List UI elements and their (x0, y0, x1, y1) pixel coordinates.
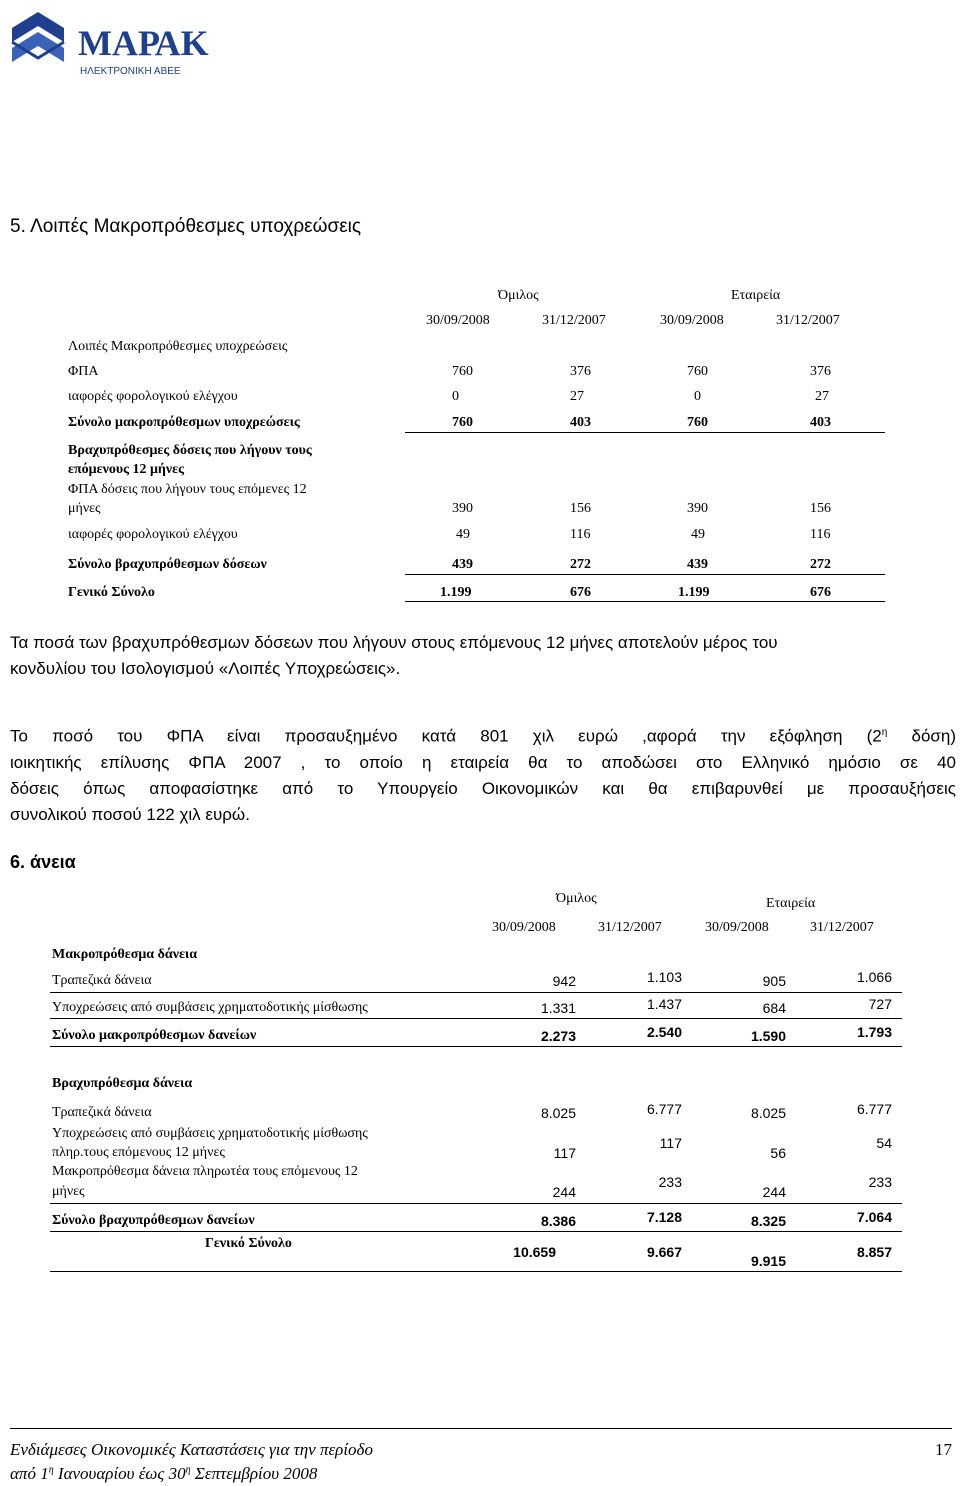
date-header: 30/09/2008 (705, 920, 769, 935)
cell: 233 (658, 1174, 682, 1190)
row-label: Σύνολο μακροπρόθεσμων υποχρεώσεις (68, 415, 300, 430)
cell: 6.777 (856, 1101, 892, 1117)
paragraph-line: κονδυλίου του Ισολογισμού «Λοιπές Υποχρεώσεις». (10, 659, 401, 678)
row-divider (50, 1203, 902, 1204)
row-label: ΦΠΑ δόσεις που λήγουν τους επόμενες 12 (68, 482, 307, 497)
cell: 760 (687, 364, 708, 379)
cell: 403 (570, 415, 591, 430)
row-label: Τραπεζικά δάνεια (52, 1105, 152, 1120)
cell: 10.659 (513, 1244, 556, 1260)
cell: 403 (810, 415, 831, 430)
cell: 1.199 (440, 585, 472, 600)
total-underline (405, 601, 885, 602)
section-title: 6. άνεια (10, 852, 76, 872)
cell: 49 (456, 527, 470, 542)
cell: 54 (876, 1135, 892, 1151)
row-label: επόμενους 12 μήνες (68, 462, 185, 477)
row-divider (50, 1018, 902, 1019)
cell: 8.857 (856, 1244, 892, 1260)
logo-mark-icon (6, 8, 70, 74)
row-label: μήνες (68, 501, 101, 516)
total-underline (50, 1231, 902, 1232)
cell: 0 (694, 389, 701, 404)
cell: 727 (868, 996, 892, 1012)
cell: 8.386 (540, 1213, 576, 1229)
company-header: Εταιρεία (766, 896, 816, 911)
cell: 272 (570, 557, 591, 572)
row-label: Υποχρεώσεις από συμβάσεις χρηματοδοτικής μίσθωσης (52, 1126, 368, 1141)
total-underline (405, 432, 885, 433)
cell: 760 (687, 415, 708, 430)
row-label: Υποχρεώσεις από συμβάσεις χρηματοδοτικής μίσθωσης (52, 1000, 368, 1015)
cell: 760 (452, 415, 473, 430)
date-header: 30/09/2008 (660, 313, 724, 328)
row-label: ιαφορές φορολογικού ελέγχου (68, 389, 238, 404)
cell: 116 (570, 527, 591, 542)
date-header: 31/12/2007 (598, 920, 662, 935)
logo-name: ΜΑΡΑΚ (78, 23, 209, 63)
cell: 7.064 (856, 1209, 892, 1225)
cell: 116 (810, 527, 831, 542)
cell: 8.325 (750, 1213, 786, 1229)
cell: 376 (810, 364, 831, 379)
subsection-title: Βραχυπρόθεσμα δάνεια (52, 1076, 193, 1091)
cell: 6.777 (646, 1101, 682, 1117)
cell: 1.066 (856, 969, 892, 985)
cell: 1.793 (856, 1024, 892, 1040)
cell: 7.128 (646, 1209, 682, 1225)
cell: 49 (691, 527, 705, 542)
row-label: Σύνολο βραχυπρόθεσμων δανείων (52, 1213, 255, 1228)
row-label: ιαφορές φορολογικού ελέγχου (68, 527, 238, 542)
paragraph-line: ιοικητικής επίλυσης ΦΠΑ 2007 , το οποίο η εταιρεία θα το αποδώσει στο Ελληνικό ημόσιο σε 40 (10, 752, 956, 772)
logo-subtitle: ΗΛΕΚΤΡΟΝΙΚΗ ΑΒΕΕ (80, 66, 181, 77)
cell: 1.590 (750, 1028, 786, 1044)
cell: 8.025 (540, 1105, 576, 1121)
row-header: Λοιπές Μακροπρόθεσμες υποχρεώσεις (68, 339, 288, 354)
cell: 244 (762, 1184, 786, 1200)
cell: 439 (687, 557, 708, 572)
cell: 1.331 (540, 1000, 576, 1016)
group-header: Όμιλος (498, 288, 539, 303)
cell: 27 (570, 389, 584, 404)
cell: 1.199 (678, 585, 710, 600)
row-label: μήνες (52, 1184, 85, 1199)
section-title: 5. Λοιπές Μακροπρόθεσμες υποχρεώσεις (10, 216, 362, 237)
row-label: Μακροπρόθεσμα δάνεια πληρωτέα τους επόμενους 12 (52, 1164, 358, 1179)
cell: 2.273 (540, 1028, 576, 1044)
cell: 56 (770, 1145, 786, 1161)
row-divider (50, 992, 902, 993)
cell: 156 (570, 501, 591, 516)
date-header: 31/12/2007 (776, 313, 840, 328)
cell: 0 (452, 389, 459, 404)
cell: 117 (553, 1145, 576, 1161)
paragraph (10, 630, 952, 682)
cell: 676 (570, 585, 591, 600)
cell: 390 (452, 501, 473, 516)
cell: 1.103 (646, 969, 682, 985)
date-header: 30/09/2008 (426, 313, 490, 328)
cell: 676 (810, 585, 831, 600)
cell: 905 (762, 973, 786, 989)
total-underline (405, 574, 885, 575)
cell: 8.025 (750, 1105, 786, 1121)
cell: 233 (868, 1174, 892, 1190)
company-header: Εταιρεία (731, 288, 781, 303)
paragraph-line: δόσεις όπως αποφασίστηκε από το Υπουργείο Οικονομικών και θα επιβαρυνθεί με προσαυξήσεις (10, 778, 956, 798)
cell: 1.437 (646, 996, 682, 1012)
cell: 156 (810, 501, 831, 516)
subsection-title: Μακροπρόθεσμα δάνεια (52, 947, 198, 962)
cell: 272 (810, 557, 831, 572)
cell: 760 (452, 364, 473, 379)
date-header: 31/12/2007 (542, 313, 606, 328)
total-underline (50, 1271, 902, 1272)
footer-line: Ενδιάμεσες Οικονομικές Καταστάσεις για την περίοδο (10, 1440, 373, 1459)
cell: 9.915 (750, 1253, 786, 1269)
paragraph-line: Το ποσό του ΦΠΑ είναι προσαυξημένο κατά 801 χιλ ευρώ ,αφορά την εξόφληση ($2^\eta$ δόση) (10, 726, 957, 746)
paragraph (10, 720, 956, 828)
footer-divider (10, 1428, 952, 1429)
row-label: Γενικό Σύνολο (205, 1236, 292, 1251)
group-header: Όμιλος (556, 891, 597, 906)
cell: 376 (570, 364, 591, 379)
row-label: Γενικό Σύνολο (68, 585, 155, 600)
row-label: πληρ.τους επόμενους 12 μήνες (52, 1145, 225, 1160)
cell: 2.540 (646, 1024, 682, 1040)
page-number: 17 (935, 1440, 952, 1459)
cell: 244 (552, 1184, 576, 1200)
total-underline (50, 1046, 902, 1047)
cell: 942 (552, 973, 576, 989)
row-label: Βραχυπρόθεσμες δόσεις που λήγουν τους (68, 443, 312, 458)
cell: 439 (452, 557, 473, 572)
cell: 9.667 (646, 1244, 682, 1260)
row-label: Τραπεζικά δάνεια (52, 973, 152, 988)
cell: 117 (659, 1135, 682, 1151)
row-label: Σύνολο βραχυπρόθεσμων δόσεων (68, 557, 267, 572)
footer-line: από $1^\eta$ Ιανουαρίου έως $30^\eta$ Σεπτεμβρίου 2008 (10, 1464, 318, 1483)
date-header: 30/09/2008 (492, 920, 556, 935)
cell: 27 (815, 389, 829, 404)
date-header: 31/12/2007 (810, 920, 874, 935)
paragraph-line: συνολικού ποσού 122 χιλ ευρώ. (10, 804, 250, 824)
cell: 390 (687, 501, 708, 516)
cell: 684 (762, 1000, 786, 1016)
row-label: ΦΠΑ (68, 364, 99, 379)
row-label: Σύνολο μακροπρόθεσμων δανείων (52, 1028, 257, 1043)
paragraph-line: Τα ποσά των βραχυπρόθεσμων δόσεων που λήγουν στους επόμενους 12 μήνες αποτελούν μέρος του (10, 633, 778, 652)
